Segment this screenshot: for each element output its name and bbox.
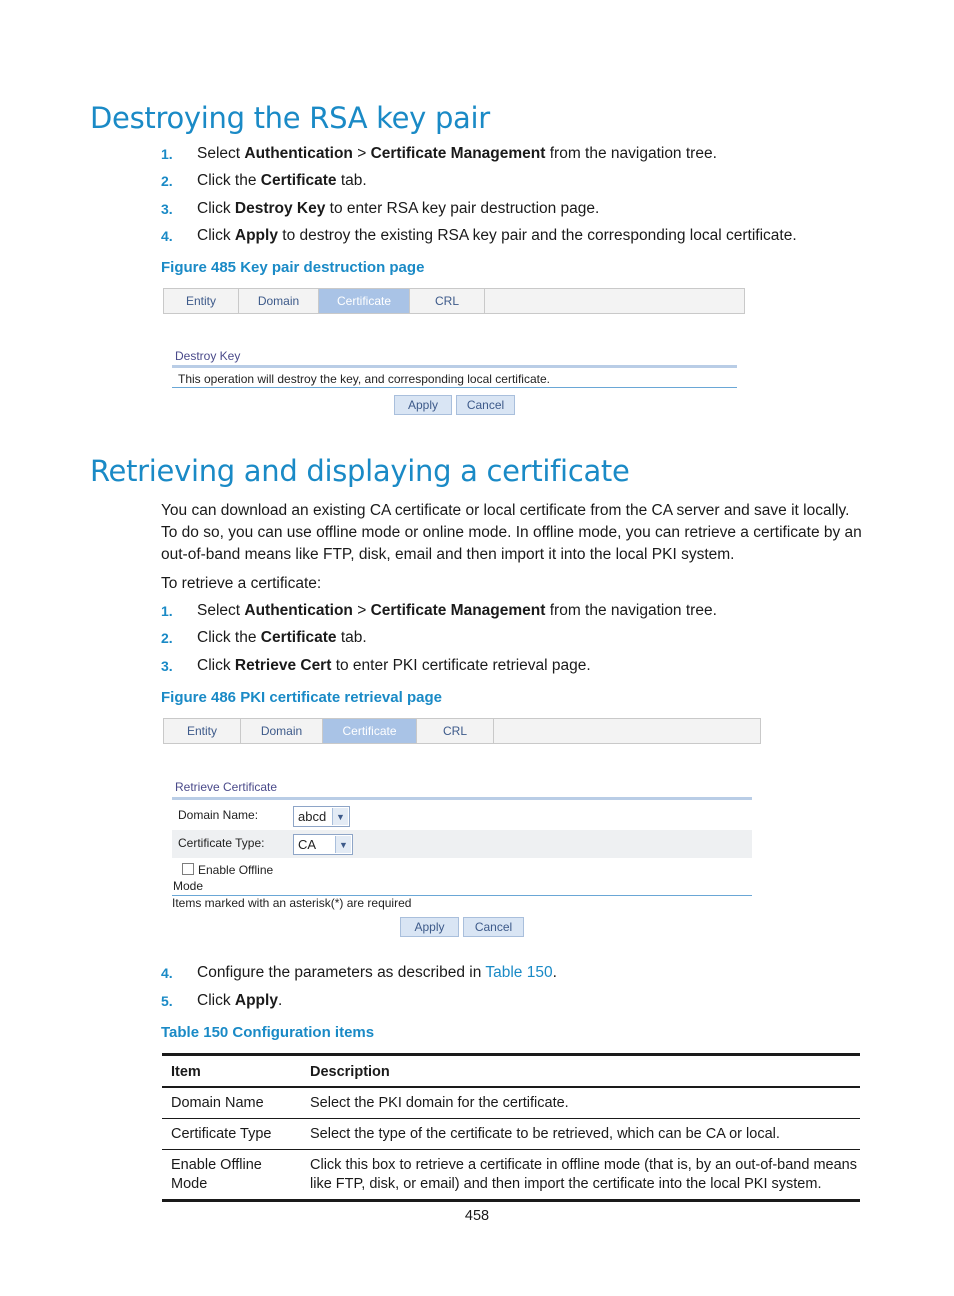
table-row <box>162 1119 860 1150</box>
tab-certificate[interactable]: Certificate <box>319 289 410 313</box>
table-cell-item: Domain Name <box>171 1095 264 1111</box>
cancel-button[interactable]: Cancel <box>456 395 515 415</box>
destroy-key-heading: Destroy Key <box>175 349 241 363</box>
enable-offline-checkbox[interactable] <box>182 863 194 875</box>
intro-paragraph: You can download an existing CA certificate or local certificate from the CA server and save it locally. To do so, you can use offline mode or online mode. In offline mode, you can retrieve a certificate by an out-of-band means like FTP, disk, email and then import it into the local PKI system. <box>161 502 862 563</box>
tab-crl[interactable]: CRL <box>410 289 485 313</box>
page-number: 458 <box>464 1208 490 1224</box>
chevron-down-icon: ▼ <box>332 808 348 825</box>
apply-button[interactable]: Apply <box>394 395 452 415</box>
figure-caption: Figure 486 PKI certificate retrieval page <box>161 689 442 706</box>
column-header-item: Item <box>171 1064 201 1080</box>
table-cell-description: Select the PKI domain for the certificate. <box>310 1095 569 1111</box>
figure-caption: Figure 485 Key pair destruction page <box>161 259 425 276</box>
table-caption: Table 150 Configuration items <box>161 1024 375 1041</box>
apply-button[interactable]: Apply <box>400 917 459 937</box>
enable-offline-label: Enable Offline <box>198 863 274 877</box>
column-header-description: Description <box>310 1064 390 1080</box>
tab-crl[interactable]: CRL <box>417 719 494 743</box>
table-cell-item: Certificate Type <box>171 1126 272 1142</box>
certificate-type-select[interactable]: CA ▼ <box>293 834 353 855</box>
table-row <box>162 1150 860 1201</box>
section-title-destroy-key: Destroying the RSA key pair <box>90 101 490 135</box>
domain-name-label: Domain Name: <box>178 808 259 822</box>
divider <box>172 365 737 368</box>
table-row <box>162 1087 860 1119</box>
section-title-retrieve-cert: Retrieving and displaying a certificate <box>90 454 630 488</box>
tab-bar <box>163 718 761 744</box>
tab-entity[interactable]: Entity <box>164 289 239 313</box>
table-cell-item: Enable Offline Mode <box>171 1157 262 1192</box>
enable-offline-label-mode: Mode <box>173 879 204 893</box>
divider <box>172 797 752 800</box>
chevron-down-icon: ▼ <box>335 836 351 853</box>
retrieve-certificate-heading: Retrieve Certificate <box>175 780 278 794</box>
table-cell-description: Select the type of the certificate to be retrieved, which can be CA or local. <box>310 1126 780 1142</box>
tab-certificate[interactable]: Certificate <box>323 719 417 743</box>
tab-bar <box>163 288 745 314</box>
certificate-type-label: Certificate Type: <box>178 836 265 850</box>
table-header-row <box>162 1055 860 1088</box>
lead-text: To retrieve a certificate: <box>161 575 322 592</box>
table-cell-description: Click this box to retrieve a certificate in offline mode (that is, by an out-of-band means like FTP, disk, or email) and then import the certificate into the local PKI system. <box>310 1157 857 1192</box>
required-note: Items marked with an asterisk(*) are required <box>172 896 412 910</box>
table-150-link[interactable]: Table 150 <box>485 964 553 981</box>
domain-name-select[interactable]: abcd ▼ <box>293 806 350 827</box>
destroy-warning-message: This operation will destroy the key, and corresponding local certificate. <box>178 372 550 386</box>
tab-domain[interactable]: Domain <box>239 289 319 313</box>
divider <box>172 387 737 388</box>
cancel-button[interactable]: Cancel <box>463 917 524 937</box>
configuration-table <box>162 1053 860 1202</box>
tab-entity[interactable]: Entity <box>164 719 241 743</box>
tab-domain[interactable]: Domain <box>241 719 323 743</box>
